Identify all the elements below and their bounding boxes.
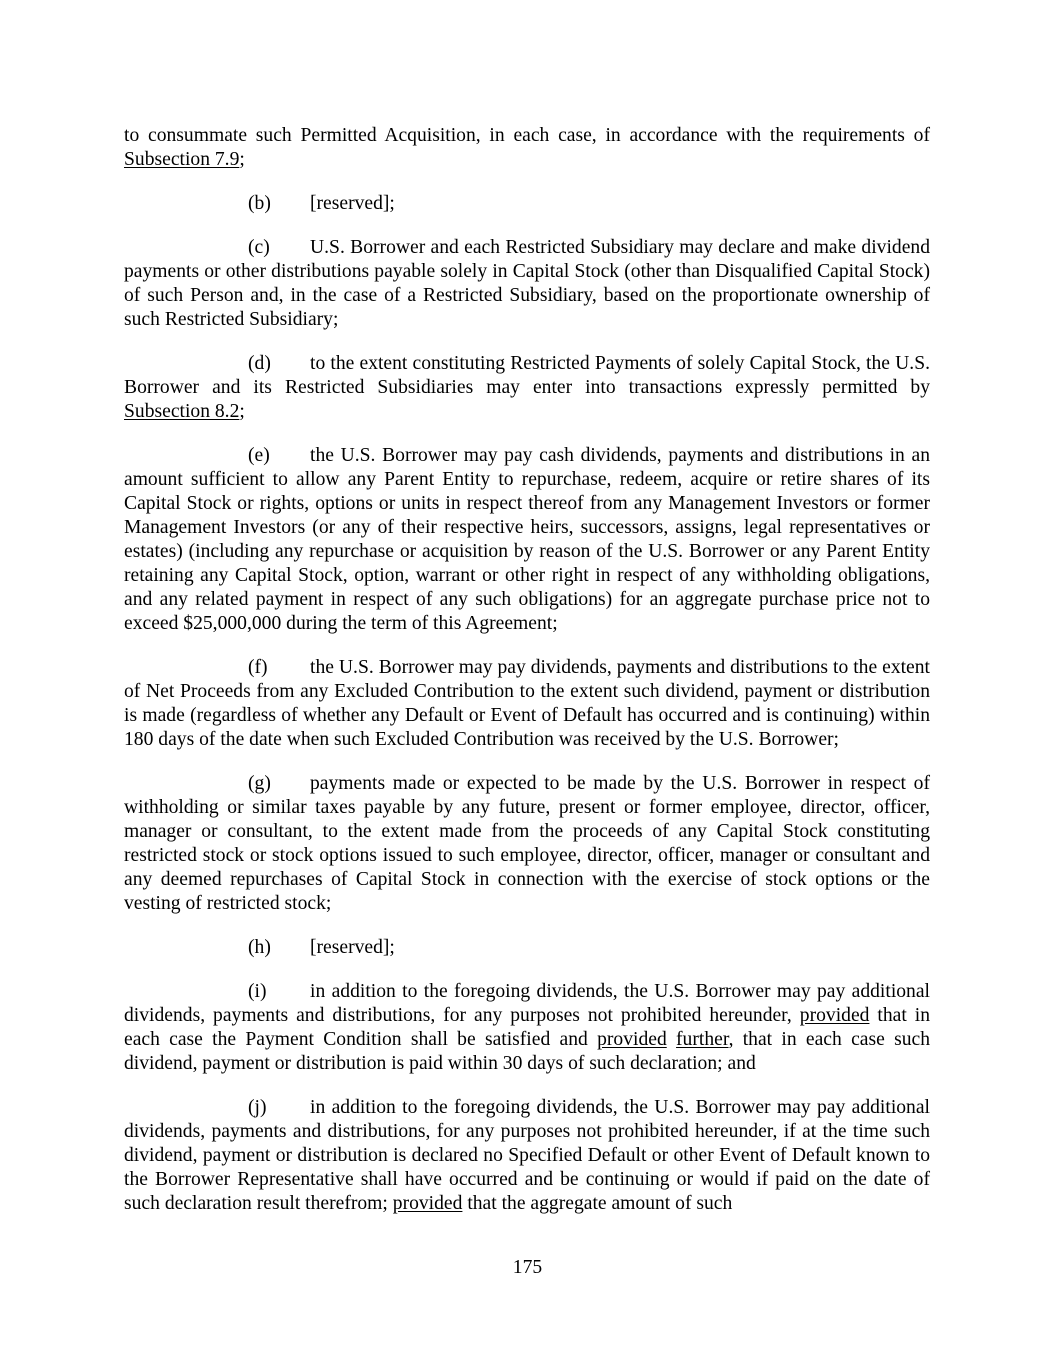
clause-text: , that in each case such dividend, payment or distribution is paid within 30 days of such declaration; and	[124, 1029, 930, 1074]
clause-label: (h)	[248, 937, 271, 958]
paragraph-text: to consummate such Permitted Acquisition, in each case, in accordance with the requirements of	[124, 125, 930, 146]
clause-text: in addition to the foregoing dividends, the U.S. Borrower may pay additional dividends, payments and distributions, for any purposes not prohibited hereunder,	[124, 981, 930, 1026]
further-term: further	[676, 1029, 729, 1050]
clause-text: that in each case the Payment Condition shall be satisfied and	[124, 1005, 930, 1050]
document-page	[124, 124, 930, 1236]
clause-label: (c)	[248, 237, 270, 258]
continuation-paragraph	[124, 124, 930, 172]
clause-text: U.S. Borrower and each Restricted Subsidiary may declare and make dividend payments or other distributions payable solely in Capital Stock (other than Disqualified Capital Stock) of such Person and, in the case of a Restricted Subsidiary, based on the proportionate ownership of such Restricted Subsidiary;	[124, 237, 930, 330]
clause-b	[124, 192, 930, 216]
clause-text: payments made or expected to be made by the U.S. Borrower in respect of withholding or similar taxes payable by any future, present or former employee, director, officer, manager or consultant, to the extent made from the proceeds of any Capital Stock constituting restricted stock or stock options issued to such employee, director, officer, manager or consultant and any deemed repurchases of Capital Stock in connection with the exercise of stock options or the vesting of restricted stock;	[124, 773, 930, 914]
clause-d	[124, 352, 930, 424]
clause-label: (i)	[248, 981, 267, 1002]
clause-label: (e)	[248, 445, 270, 466]
clause-label: (f)	[248, 657, 268, 678]
clause-label: (d)	[248, 353, 271, 374]
clause-text: the U.S. Borrower may pay dividends, payments and distributions to the extent of Net Proceeds from any Excluded Contribution to the extent such dividend, payment or distribution is made (regardless of whether any Default or Event of Default has occurred and is continuing) within 180 days of the date when such Excluded Contribution was received by the U.S. Borrower;	[124, 657, 930, 750]
subsection-reference-7-9: Subsection 7.9	[124, 149, 240, 170]
clause-h	[124, 936, 930, 960]
clause-c	[124, 236, 930, 332]
clause-text: the U.S. Borrower may pay cash dividends, payments and distributions in an amount sufficient to allow any Parent Entity to repurchase, redeem, acquire or retire shares of its Capital Stock or rights, options or units in respect thereof from any Management Investors or former Management Investors (or any of their respective heirs, successors, assigns, legal representatives or estates) (including any repurchase or acquisition by reason of the U.S. Borrower or any Parent Entity retaining any Capital Stock, option, warrant or other right in respect of any withholding obligations, and any related payment in respect of any such obligations) for an aggregate purchase price not to exceed $25,000,000 during the term of this Agreement;	[124, 445, 930, 634]
clause-label: (b)	[248, 193, 271, 214]
clause-i	[124, 980, 930, 1076]
clause-text: that the aggregate amount of such	[462, 1193, 733, 1214]
provided-term: provided	[597, 1029, 667, 1050]
clause-text: in addition to the foregoing dividends, the U.S. Borrower may pay additional dividends, payments and distributions, for any purposes not prohibited hereunder, if at the time such dividend, payment or distribution is declared no Specified Default or other Event of Default known to the Borrower Representative shall have occurred and be continuing or would if paid on the date of such declaration result therefrom;	[124, 1097, 930, 1214]
page-number: 175	[512, 1257, 543, 1278]
provided-term: provided	[392, 1193, 463, 1214]
clause-text: [reserved];	[310, 937, 395, 958]
clause-text	[667, 1029, 676, 1050]
subsection-reference-8-2: Subsection 8.2	[124, 401, 240, 422]
clause-e	[124, 444, 930, 636]
clause-g	[124, 772, 930, 916]
paragraph-text: ;	[239, 149, 245, 170]
clause-f	[124, 656, 930, 752]
clause-text: to the extent constituting Restricted Payments of solely Capital Stock, the U.S. Borrower and its Restricted Subsidiaries may enter into transactions expressly permitted by	[124, 353, 930, 398]
clause-label: (g)	[248, 773, 271, 794]
clause-label: (j)	[248, 1097, 267, 1118]
provided-term: provided	[799, 1005, 870, 1026]
clause-j	[124, 1096, 930, 1216]
clause-text: [reserved];	[310, 193, 395, 214]
clause-text: ;	[239, 401, 245, 422]
